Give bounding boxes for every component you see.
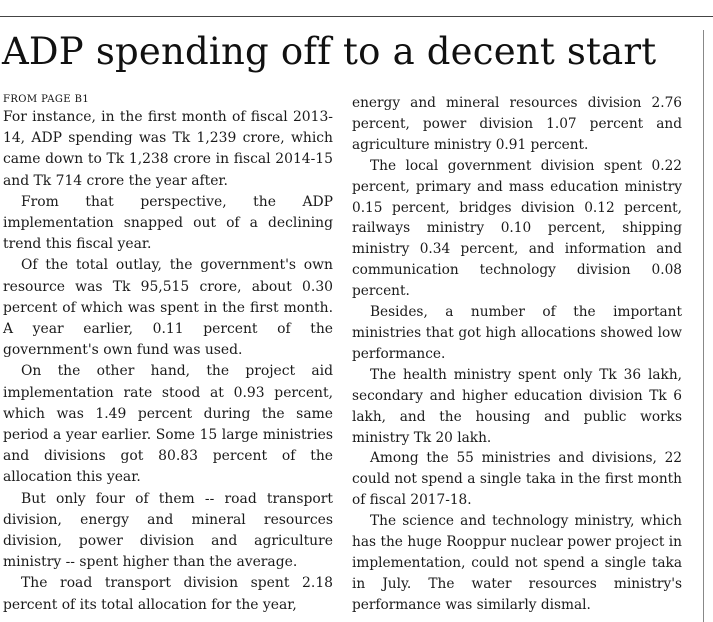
paragraph: From that perspective, the ADP implementation snapped out of a declining trend this fiscal year. [3, 193, 333, 253]
paragraph: The science and technology ministry, which has the huge Rooppur nuclear power project in implementation, could not spend a single taka in July. The water resources ministry's performance was similarly dismal. [352, 513, 682, 613]
dateline: FROM PAGE B1 [3, 94, 90, 105]
paragraph: Among the 55 ministries and divisions, 22 could not spend a single taka in the first month of fiscal 2017-18. [352, 450, 682, 509]
top-rule [0, 16, 713, 17]
paragraph: Of the total outlay, the government's own resource was Tk 95,515 crore, about 0.30 percent of which was spent in the first month. A year earlier, 0.11 percent of the government's own fund was used. [3, 257, 333, 359]
paragraph: Besides, a number of the important ministries that got high allocations showed low performance. [352, 304, 682, 362]
column-rule [703, 30, 704, 622]
paragraph: The local government division spent 0.22 percent, primary and mass education ministry 0.15 percent, bridges division 0.12 percent, railways ministry 0.10 percent, shipping ministry 0.34 percent, and information and communication technology division 0.08 percent. [352, 157, 682, 300]
left-column [3, 93, 333, 616]
paragraph: On the other hand, the project aid implementation rate stood at 0.93 percent, which was 1.49 percent during the same period a year earlier. Some 15 large ministries and divisions got 80.83 percent of the allocation this year. [3, 363, 333, 486]
paragraph: The health ministry spent only Tk 36 lakh, secondary and higher education division Tk 6 lakh, and the housing and public works ministry Tk 20 lakh. [352, 366, 682, 446]
right-column [352, 93, 682, 616]
paragraph: But only four of them -- road transport division, energy and mineral resources division, power division and agriculture ministry -- spent higher than the average. [3, 490, 333, 571]
paragraph: The road transport division spent 2.18 percent of its total allocation for the year, [3, 575, 333, 613]
paragraph: energy and mineral resources division 2.76 percent, power division 1.07 percent and agriculture ministry 0.91 percent. [352, 95, 682, 153]
headline: ADP spending off to a decent start [2, 30, 657, 73]
paragraph: For instance, in the first month of fiscal 2013-14, ADP spending was Tk 1,239 crore, which came down to Tk 1,238 crore in fiscal 2014-15 and Tk 714 crore the year after. [3, 109, 333, 189]
